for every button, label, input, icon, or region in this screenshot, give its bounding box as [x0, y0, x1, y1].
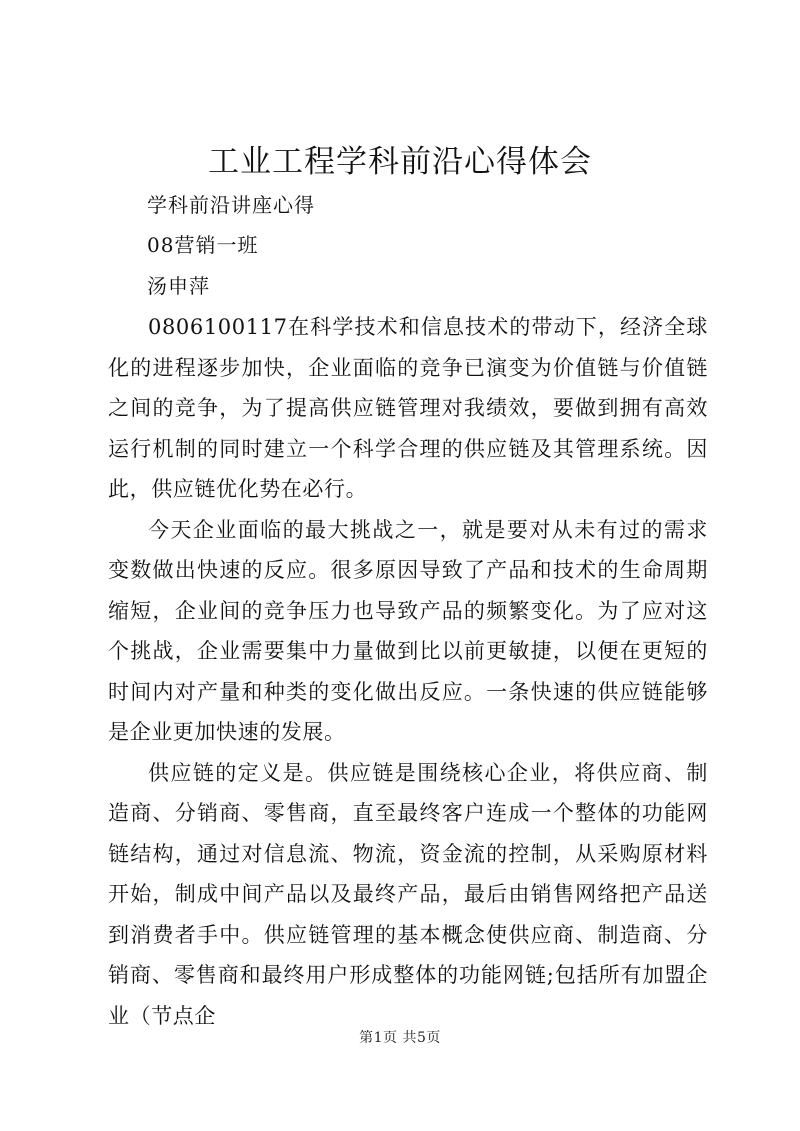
document-body — [108, 307, 708, 1036]
lecture-subtitle: 学科前沿讲座心得 — [147, 193, 315, 217]
class-name: 08营销一班 — [147, 233, 259, 257]
paragraph: 0806100117在科学技术和信息技术的带动下，经济全球化的进程逐步加快，企业面临的竞争已演变为价值链与价值链之间的竞争，为了提高供应链管理对我绩效，要做到拥有高效运行机制的同时建立一个科学合理的供应链及其管理系统。因此，供应链优化势在必行。 — [108, 315, 708, 501]
paragraph: 今天企业面临的最大挑战之一，就是要对从未有过的需求变数做出快速的反应。很多原因导致了产品和技术的生命周期缩短，企业间的竞争压力也导致产品的频繁变化。为了应对这个挑战，企业需要集中力量做到比以前更敏捷，以便在更短的时间内对产量和种类的变化做出反应。一条快速的供应链能够是企业更加快速的发展。 — [108, 517, 708, 744]
author-name: 汤申萍 — [147, 274, 210, 298]
paragraph: 供应链的定义是。供应链是围绕核心企业，将供应商、制造商、分销商、零售商，直至最终客户连成一个整体的功能网链结构，通过对信息流、物流，资金流的控制，从采购原材料开始，制成中间产品以及最终产品，最后由销售网络把产品送到消费者手中。供应链管理的基本概念使供应商、制造商、分销商、零售商和最终用户形成整体的功能网链;包括所有加盟企业（节点企 — [108, 760, 708, 1028]
page-number-footer: 第1页 共5页 — [359, 1030, 441, 1046]
document-title: 工业工程学科前沿心得体会 — [208, 144, 592, 180]
